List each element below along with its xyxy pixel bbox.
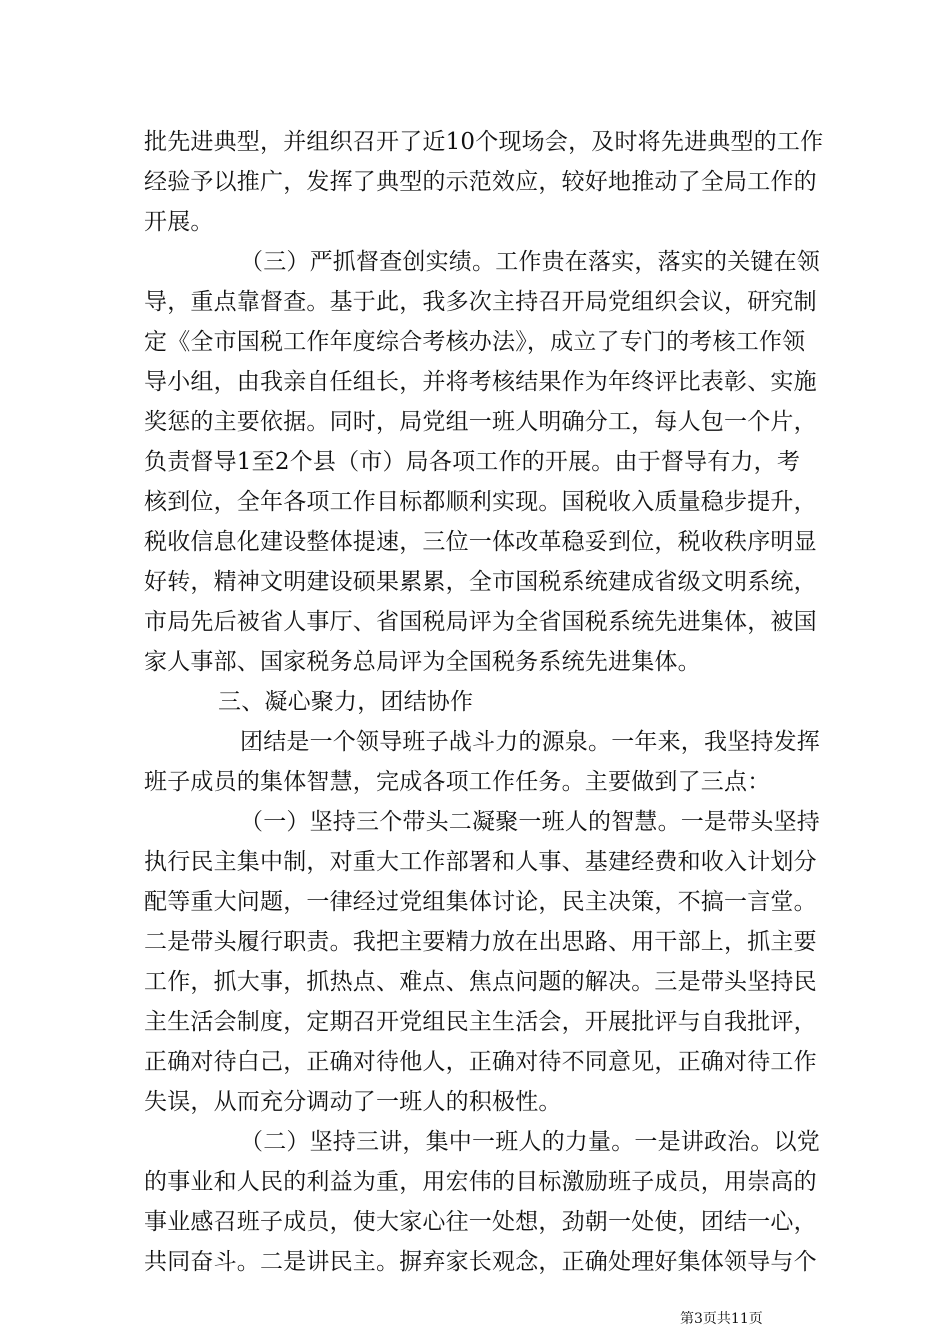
text-line: 导，重点靠督查。基于此，我多次主持召开局党组织会议，研究制 (144, 289, 817, 315)
text-line: 主生活会制度，定期召开党组民主生活会，开展批评与自我批评， (144, 1009, 817, 1035)
text-line: 执行民主集中制，对重大工作部署和人事、基建经费和收入计划分 (144, 849, 817, 875)
text-line: 事业感召班子成员，使大家心往一处想，劲朝一处使，团结一心， (144, 1209, 817, 1235)
text-line: （三）严抓督查创实绩。工作贵在落实，落实的关键在领 (240, 249, 820, 275)
text-line: 失误，从而充分调动了一班人的积极性。 (144, 1089, 562, 1115)
text-line: 好转，精神文明建设硕果累累，全市国税系统建成省级文明系统， (144, 569, 817, 595)
text-line: 正确对待白己，正确对待他人，正确对待不同意见，正确对待工作 (144, 1049, 817, 1075)
text-line: 市局先后被省人事厅、省国税局评为全省国税系统先进集体，被国 (144, 609, 817, 635)
text-line: 税收信息化建设整体提速，三位一体改革稳妥到位，税收秩序明显 (144, 529, 817, 555)
text-line: 的事业和人民的利益为重，用宏伟的目标激励班子成员，用崇高的 (144, 1169, 817, 1195)
text-line: （一）坚持三个带头二凝聚一班人的智慧。一是带头坚持 (240, 809, 820, 835)
text-line: 班子成员的集体智慧，完成各项工作任务。主要做到了三点： (144, 769, 771, 795)
text-line: 核到位，全年各项工作目标都顺利实现。国税收入质量稳步提升， (144, 489, 817, 515)
text-line: 奖惩的主要依据。同时，局党组一班人明确分工，每人包一个片， (144, 409, 817, 435)
text-line: 定《全市国税工作年度综合考核办法》，成立了专门的考核工作领 (144, 329, 806, 355)
text-line: 二是带头履行职责。我把主要精力放在出思路、用干部上，抓主要 (144, 929, 817, 955)
text-line: （二）坚持三讲，集中一班人的力量。一是讲政治。以党 (240, 1129, 820, 1155)
text-line: 导小组，由我亲自任组长，并将考核结果作为年终评比表彰、实施 (144, 369, 817, 395)
text-line: 家人事部、国家税务总局评为全国税务系统先进集体。 (144, 649, 701, 675)
text-line: 团结是一个领导班子战斗力的源泉。一年来，我坚持发挥 (240, 729, 820, 755)
text-line: 配等重大问题，一律经过党组集体讨论，民主决策，不搞一言堂。 (144, 889, 817, 915)
text-line: 经验予以推广，发挥了典型的示范效应，较好地推动了全局工作的 (144, 169, 817, 195)
text-line: 开展。 (144, 209, 214, 235)
section-heading: 三、凝心聚力，团结协作 (218, 689, 474, 715)
page-number: 第3页共11页 (680, 1311, 763, 1327)
text-line: 批先进典型，并组织召开了近10个现场会，及时将先进典型的工作 (144, 129, 824, 155)
text-line: 负责督导1至2个县（市）局各项工作的开展。由于督导有力，考 (144, 449, 801, 475)
text-line: 共同奋斗。二是讲民主。摒弃家长观念，正确处理好集体领导与个 (144, 1249, 817, 1275)
text-line: 工作，抓大事，抓热点、难点、焦点问题的解决。三是带头坚持民 (144, 969, 817, 995)
